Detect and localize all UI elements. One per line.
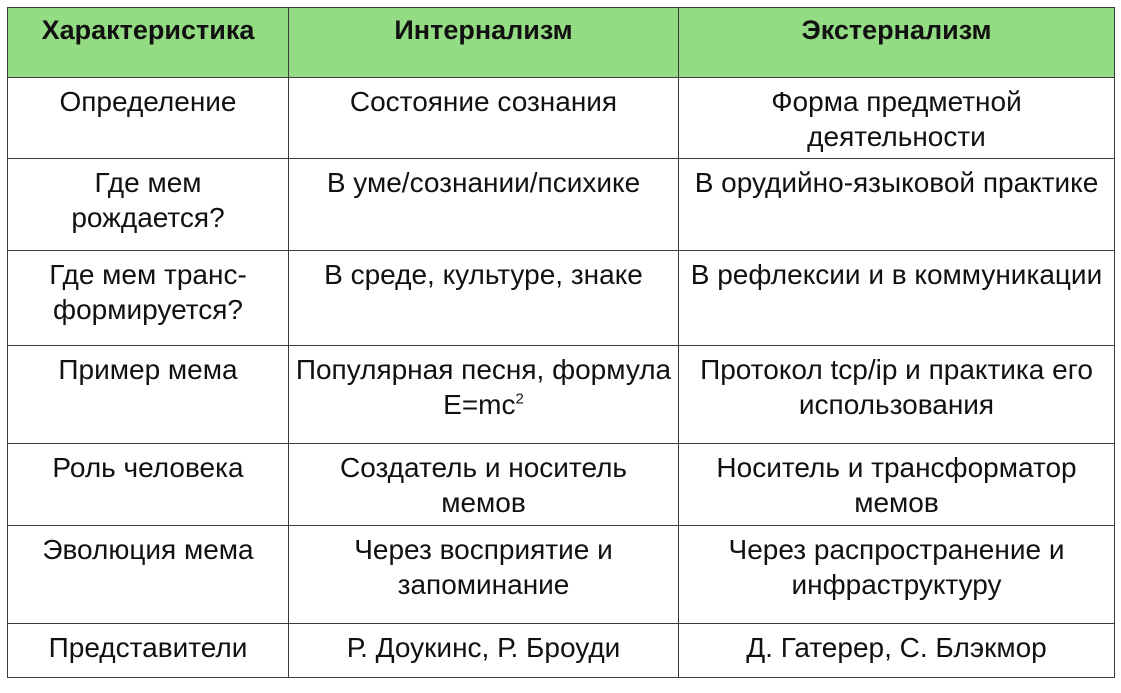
table-row	[8, 624, 1115, 678]
row-label: Где мем транс-формируется?	[8, 251, 289, 346]
comparison-table	[7, 7, 1115, 678]
externalism-cell: Форма предметной деятельности	[679, 78, 1115, 159]
externalism-cell: Носитель и трансформатор мемов	[679, 444, 1115, 526]
row-label: Где мем рождается?	[8, 159, 289, 251]
externalism-cell: В рефлексии и в коммуникации	[679, 251, 1115, 346]
row-label: Представители	[8, 624, 289, 678]
table-row	[8, 526, 1115, 624]
row-label: Роль человека	[8, 444, 289, 526]
externalism-cell: В орудийно-языковой практике	[679, 159, 1115, 251]
internalism-cell: Р. Доукинс, Р. Броуди	[289, 624, 679, 678]
internalism-cell: Создатель и носитель мемов	[289, 444, 679, 526]
header-row	[8, 8, 1115, 78]
externalism-cell: Д. Гатерер, С. Блэкмор	[679, 624, 1115, 678]
externalism-cell: Через распространение и инфраструктуру	[679, 526, 1115, 624]
internalism-cell: Состояние сознания	[289, 78, 679, 159]
table-row	[8, 444, 1115, 526]
table-row	[8, 346, 1115, 444]
formula-superscript: 2	[515, 390, 524, 408]
table-row	[8, 251, 1115, 346]
header-internalism: Интернализм	[289, 8, 679, 78]
internalism-cell: Через восприятие и запоминание	[289, 526, 679, 624]
externalism-cell: Протокол tcp/ip и практика его использования	[679, 346, 1115, 444]
row-label: Эволюция мема	[8, 526, 289, 624]
header-characteristic: Характеристика	[8, 8, 289, 78]
internalism-cell	[289, 346, 679, 444]
table-row	[8, 78, 1115, 159]
example-text: Популярная песня, формула E=mc	[295, 354, 672, 420]
internalism-cell: В среде, культуре, знаке	[289, 251, 679, 346]
row-label: Пример мема	[8, 346, 289, 444]
header-externalism: Экстернализм	[679, 8, 1115, 78]
row-label: Определение	[8, 78, 289, 159]
table-row	[8, 159, 1115, 251]
internalism-cell: В уме/сознании/психике	[289, 159, 679, 251]
